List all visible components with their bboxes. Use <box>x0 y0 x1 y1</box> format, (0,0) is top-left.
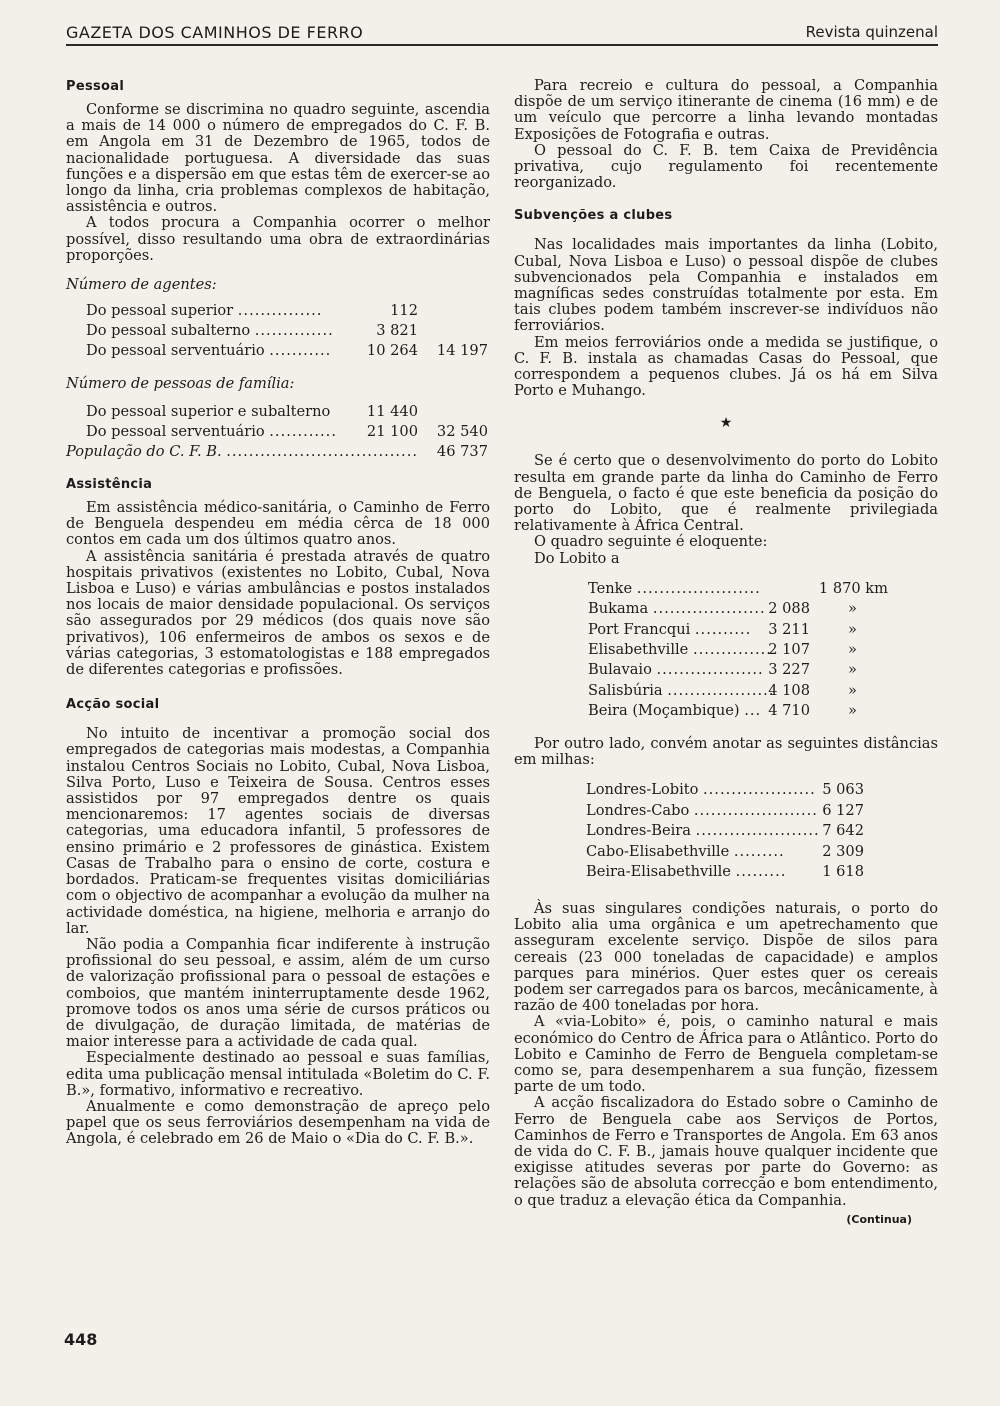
table-row <box>66 422 490 442</box>
paragraph: Do Lobito a <box>534 549 620 567</box>
leader-dots: ........... <box>269 342 332 360</box>
distance-table <box>514 579 938 722</box>
paragraph: A todos procura a Companhia ocorrer o melhor possível, disso resultando uma obra de extraordinárias proporções. <box>66 214 490 264</box>
running-header <box>66 20 938 46</box>
leader-dots: ................... <box>656 661 764 679</box>
row-total: 14 197 <box>436 342 488 360</box>
place-name: Bukama <box>588 600 649 618</box>
route-name: Beira-Elisabethville <box>586 863 731 881</box>
table-row <box>514 862 938 883</box>
paragraph: Nas localidades mais importantes da linha (Lobito, Cubal, Nova Lisboa e Luso) o pessoal dispõe de clubes subvencionados pela Companhia e instalados em magníficas sedes construídas totalmente por esta. Em tais clubes podem também inscrever-se indivíduos não ferroviários. <box>514 236 938 335</box>
distance-value: 1 870 km <box>818 579 888 597</box>
continua-note: (Continua) <box>846 1212 912 1226</box>
place-name: Bulavaio <box>588 661 652 679</box>
paragraph: Para recreio e cultura do pessoal, a Companhia dispõe de um serviço itinerante de cinema (16 mm) e de um veículo que percorre a linha levando montadas Exposições de Fotografia e outras. <box>514 77 938 143</box>
star-separator: ★ <box>719 415 733 432</box>
familia-table <box>66 402 490 462</box>
row-total: 46 737 <box>436 443 488 461</box>
route-name: Cabo-Elisabethville <box>586 842 730 860</box>
agentes-table <box>66 301 490 361</box>
paragraph: Se é certo que o desenvolvimento do porto do Lobito resulta em grande parte da linha do Caminho de Ferro de Benguela, o facto é que este beneficia da posição do porto do Lobito, que é realmente privilegiada relativamente à África Central. <box>514 452 938 535</box>
right-column <box>514 78 938 1226</box>
leader-dots: ...................... <box>695 822 820 840</box>
paragraph: Em assistência médico-sanitária, o Caminho de Ferro de Benguela despendeu em média cêrca de 18 000 contos em cada um dos últimos quatro anos. <box>66 499 490 549</box>
section-heading-subvencoes: Subvenções a clubes <box>514 208 673 224</box>
leader-dots: .............. <box>254 322 334 340</box>
leader-dots: ...................... <box>693 801 818 819</box>
row-label: Do pessoal subalterno <box>86 322 251 340</box>
paragraph: A assistência sanitária é prestada através de quatro hospitais privativos (existentes no Lobito, Cubal, Nova Lisboa e Luso) e várias ambulâncias e postos instalados nos locais de maior densidade populacional. Os serviços são assegurados por 29 médicos (dos quais nove são privativos), 106 enfermeiros de ambos os sexos e de várias categorias, 3 estomatologistas e 188 empregados de diferentes categorias e profissões. <box>66 547 490 679</box>
row-value: 21 100 <box>366 423 418 441</box>
table-row <box>514 579 938 599</box>
leader-dots: .................... <box>652 600 766 618</box>
paragraph: Às suas singulares condições naturais, o porto do Lobito alia uma orgânica e um apetrechamento que asseguram excelente serviço. Dispõe de silos para cereais (23 000 toneladas de capacidade) e amplos parques para minérios. Quer estes quer os cereais podem ser carregados para os barcos, mecânicamente, à razão de 400 toneladas por hora. <box>514 899 938 1015</box>
table-row <box>514 599 938 619</box>
ditto-mark: » <box>848 641 857 659</box>
row-label: Do pessoal serventuário <box>86 342 265 360</box>
paragraph: Especialmente destinado ao pessoal e suas famílias, edita uma publicação mensal intitulada «Boletim do C. F. B.», formativo, informativo e recreativo. <box>66 1049 490 1099</box>
distance-value: 2 088 <box>768 600 810 618</box>
route-name: Londres-Cabo <box>586 801 690 819</box>
miles-value: 7 642 <box>822 822 864 840</box>
leader-dots: ............... <box>237 302 323 320</box>
paragraph: Conforme se discrimina no quadro seguinte, ascendia a mais de 14 000 o número de empregados do C. F. B. em Angola em 31 de Dezembro de 1965, todos de nacionalidade portuguesa. A diversidade das suas funções e a dispersão em que estas têm de exercer-se ao longo da linha, cria problemas complexos de habitação, assistência e outros. <box>66 101 490 216</box>
leader-dots: ................... <box>667 681 775 699</box>
distance-value: 3 227 <box>768 661 810 679</box>
place-name: Beira (Moçambique) <box>588 702 740 720</box>
place-name: Elisabethville <box>588 641 689 659</box>
place-name: Port Francqui <box>588 620 691 638</box>
table-row <box>514 780 938 801</box>
ditto-mark: » <box>848 600 857 618</box>
leader-dots: .................................. <box>226 443 418 461</box>
miles-table <box>514 780 938 883</box>
left-column <box>66 78 490 1148</box>
section-heading-assistencia: Assistência <box>66 477 153 493</box>
place-name: Salisbúria <box>588 681 663 699</box>
miles-value: 2 309 <box>822 842 864 860</box>
table-row <box>66 321 490 341</box>
leader-dots: .................... <box>703 781 816 799</box>
table-row <box>514 842 938 863</box>
familia-label: Número de pessoas de família: <box>66 375 295 393</box>
paragraph: Anualmente e como demonstração de apreço pelo papel que os seus ferroviários desempenham na vida de Angola, é celebrado em 26 de Maio o «Dia do C. F. B.». <box>66 1097 490 1148</box>
leader-dots: ...................... <box>636 579 761 597</box>
table-row <box>514 701 938 721</box>
row-value: 11 440 <box>366 403 418 421</box>
place-name: Tenke <box>588 579 633 597</box>
table-row <box>514 620 938 640</box>
route-name: Londres-Beira <box>586 822 691 840</box>
page-number: 448 <box>64 1330 98 1349</box>
row-value: 3 821 <box>376 322 418 340</box>
paragraph: O pessoal do C. F. B. tem Caixa de Previdência privativa, cujo regulamento foi recentemente reorganizado. <box>514 141 938 192</box>
ditto-mark: » <box>848 702 857 720</box>
row-label: Do pessoal superior <box>86 302 234 320</box>
row-total: 32 540 <box>436 423 488 441</box>
paragraph: Por outro lado, convém anotar as seguintes distâncias em milhas: <box>514 734 938 768</box>
row-value: 10 264 <box>366 342 418 360</box>
miles-value: 1 618 <box>822 863 864 881</box>
distance-value: 3 211 <box>768 620 810 638</box>
ditto-mark: » <box>848 681 857 699</box>
row-label: Do pessoal serventuário <box>86 423 265 441</box>
paragraph: A acção fiscalizadora do Estado sobre o Caminho de Ferro de Benguela cabe aos Serviços de Portos, Caminhos de Ferro e Transportes de Angola. Em 63 anos de vida do C. F. B., jamais houve qualquer incidente que exigisse atitudes severas por parte do Governo: as relações são de absoluta correcção e bom entendimento, o que traduz a elevação ética da Companhia. <box>514 1094 938 1209</box>
leader-dots: ... <box>744 702 762 720</box>
section-heading-pessoal: Pessoal <box>66 79 125 94</box>
distance-value: 4 710 <box>768 702 810 720</box>
table-row <box>514 681 938 701</box>
miles-value: 6 127 <box>822 801 864 819</box>
paragraph: Não podia a Companhia ficar indiferente à instrução profissional do seu pessoal, e assim, além de um curso de valorização profissional para o pessoal de estações e comboios, que mantém ininterruptamente desde 1962, promove todos os anos uma série de cursos práticos ou de divulgação, de duração limitada, de matérias de maior interesse para a actividade de cada qual. <box>66 935 490 1051</box>
row-label: População do C. F. B. <box>66 443 222 461</box>
section-heading-accao-social: Acção social <box>66 697 160 713</box>
ditto-mark: » <box>848 661 857 679</box>
publication-subtitle: Revista quinzenal <box>805 23 938 41</box>
leader-dots: ......... <box>733 842 785 860</box>
paragraph: A «via-Lobito» é, pois, o caminho natural e mais económico do Centro de África para o Atlântico. Porto do Lobito e Caminho de Ferro de Benguela completam-se como se, para desempenharem a sua função, fizessem parte de um todo. <box>514 1013 938 1096</box>
distance-value: 2 107 <box>768 641 810 659</box>
publication-title: GAZETA DOS CAMINHOS DE FERRO <box>66 23 364 42</box>
agentes-label: Número de agentes: <box>66 276 217 294</box>
row-label: Do pessoal superior e subalterno <box>86 403 331 421</box>
paragraph: Em meios ferroviários onde a medida se justifique, o C. F. B. instala as chamadas Casas do Pessoal, que correspondem a pequenos clubes. Já os há em Silva Porto e Muhango. <box>514 333 938 400</box>
table-row <box>66 402 490 422</box>
ditto-mark: » <box>848 620 857 638</box>
table-row <box>514 821 938 842</box>
table-row <box>66 301 490 321</box>
table-row <box>514 660 938 680</box>
leader-dots: .......... <box>694 620 752 638</box>
paragraph: O quadro seguinte é eloquente: <box>534 533 768 551</box>
miles-value: 5 063 <box>822 781 864 799</box>
leader-dots: ......... <box>735 863 787 881</box>
paragraph: No intuito de incentivar a promoção social dos empregados de categorias mais modestas, a Companhia instalou Centros Sociais no Lobito, Cubal, Nova Lisboa, Silva Porto, Luso e Teixeira de Sousa. Centros esses assistidos por 97 empregados dentre os quais mencionaremos: 17 agentes sociais de diversas categorias, uma educadora infantil, 5 professores de ensino primário e 2 professores de ginástica. Existem Casas de Trabalho para o ensino de corte, costura e bordados. Praticam-se frequentes visitas domiciliárias com o objectivo de acompanhar a evolução da mulher na actividade doméstica, na higiene, melhoria e arranjo do lar. <box>66 725 490 937</box>
table-row <box>66 341 490 361</box>
leader-dots: ............ <box>269 423 337 441</box>
table-row-total <box>66 442 490 462</box>
route-name: Londres-Lobito <box>586 781 699 799</box>
table-row <box>514 640 938 660</box>
row-value: 112 <box>390 302 418 320</box>
leader-dots: .............. <box>692 641 772 659</box>
table-row <box>514 801 938 822</box>
distance-value: 4 108 <box>768 681 810 699</box>
